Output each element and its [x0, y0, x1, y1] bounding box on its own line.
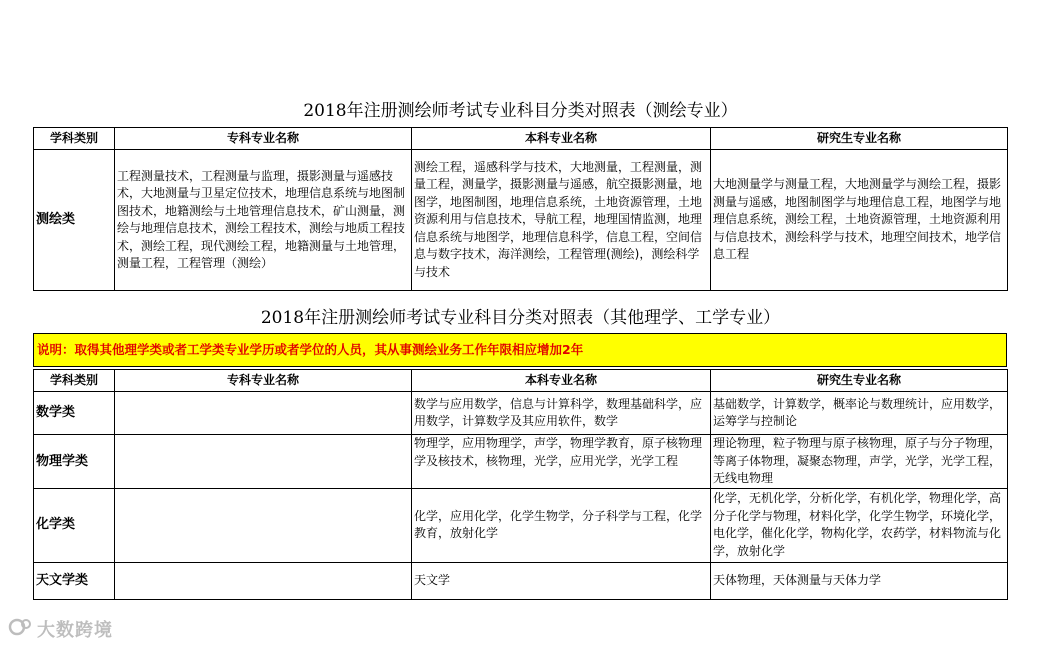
benke-cell: 天文学 [412, 562, 711, 599]
yanjiusheng-cell: 大地测量学与测量工程，大地测量学与测绘工程，摄影测量与遥感，地图制图学与地理信息工程，地图学与地理信息系统，测绘工程，土地资源管理，土地资源利用与信息技术，测绘科学与技术，地理空间技术，地学信息工程 [711, 150, 1008, 291]
category-cell: 测绘类 [34, 150, 115, 291]
benke-cell: 物理学，应用物理学，声学，物理学教育，原子核物理学及核技术，核物理，光学，应用光学，光学工程 [412, 435, 711, 489]
header-zhuanke: 专科专业名称 [115, 370, 412, 392]
yanjiusheng-cell: 基础数学，计算数学，概率论与数理统计，应用数学，运筹学与控制论 [711, 392, 1008, 435]
table-row [34, 150, 1008, 291]
header-category: 学科类别 [34, 370, 115, 392]
header-yanjiusheng: 研究生专业名称 [711, 370, 1008, 392]
mapping-table-surveying [33, 127, 1008, 291]
table-header-row [34, 370, 1008, 392]
table-row [34, 392, 1008, 435]
header-benke: 本科专业名称 [412, 370, 711, 392]
watermark-text: 大数跨境 [37, 620, 113, 641]
notice-banner: 说明：取得其他理学类或者工学类专业学历或者学位的人员，其从事测绘业务工作年限相应增加2年 [33, 333, 1007, 367]
zhuanke-cell [115, 488, 412, 562]
zhuanke-cell: 工程测量技术，工程测量与监理，摄影测量与遥感技术，大地测量与卫星定位技术，地理信息系统与地图制图技术，地籍测绘与土地管理信息技术，矿山测量，测绘与地理信息技术，测绘工程技术，测绘与地质工程技术，测绘工程，现代测绘工程，地籍测量与土地管理，测量工程，工程管理（测绘） [115, 150, 412, 291]
category-cell: 天文学类 [34, 562, 115, 599]
zhuanke-cell [115, 392, 412, 435]
zhuanke-cell [115, 562, 412, 599]
category-cell: 数学类 [34, 392, 115, 435]
benke-cell: 数学与应用数学，信息与计算科学，数理基础科学，应用数学，计算数学及其应用软件，数学 [412, 392, 711, 435]
watermark [8, 614, 113, 644]
table-row [34, 562, 1008, 599]
mapping-table-other-majors [33, 369, 1008, 600]
table-row [34, 488, 1008, 562]
table1-title: 2018年注册测绘师考试专业科目分类对照表（测绘专业） [303, 101, 738, 121]
category-cell: 物理学类 [34, 435, 115, 489]
category-cell: 化学类 [34, 488, 115, 562]
benke-cell: 化学，应用化学，化学生物学，分子科学与工程，化学教育，放射化学 [412, 488, 711, 562]
yanjiusheng-cell: 理论物理，粒子物理与原子核物理，原子与分子物理，等离子体物理，凝聚态物理，声学，光学，光学工程，无线电物理 [711, 435, 1008, 489]
zhuanke-cell [115, 435, 412, 489]
table-header-row [34, 128, 1008, 150]
header-yanjiusheng: 研究生专业名称 [711, 128, 1008, 150]
benke-cell: 测绘工程，遥感科学与技术，大地测量，工程测量，测量工程，测量学，摄影测量与遥感，航空摄影测量，地图学，地图制图，地理信息系统，土地资源管理，土地资源利用与信息技术，导航工程，地理国情监测，地理信息系统与地图学，地理信息科学，信息工程，空间信息与数字技术，海洋测绘，工程管理(测绘)，测绘科学与技术 [412, 150, 711, 291]
header-category: 学科类别 [34, 128, 115, 150]
table2-title: 2018年注册测绘师考试专业科目分类对照表（其他理学、工学专业） [260, 308, 781, 328]
yanjiusheng-cell: 天体物理，天体测量与天体力学 [711, 562, 1008, 599]
header-benke: 本科专业名称 [412, 128, 711, 150]
yanjiusheng-cell: 化学，无机化学，分析化学，有机化学，物理化学，高分子化学与物理，材料化学，化学生物学，环境化学，电化学，催化化学，物构化学，农药学，材料物流与化学，放射化学 [711, 488, 1008, 562]
table-row [34, 435, 1008, 489]
header-zhuanke: 专科专业名称 [115, 128, 412, 150]
brand-logo-icon [8, 616, 34, 643]
